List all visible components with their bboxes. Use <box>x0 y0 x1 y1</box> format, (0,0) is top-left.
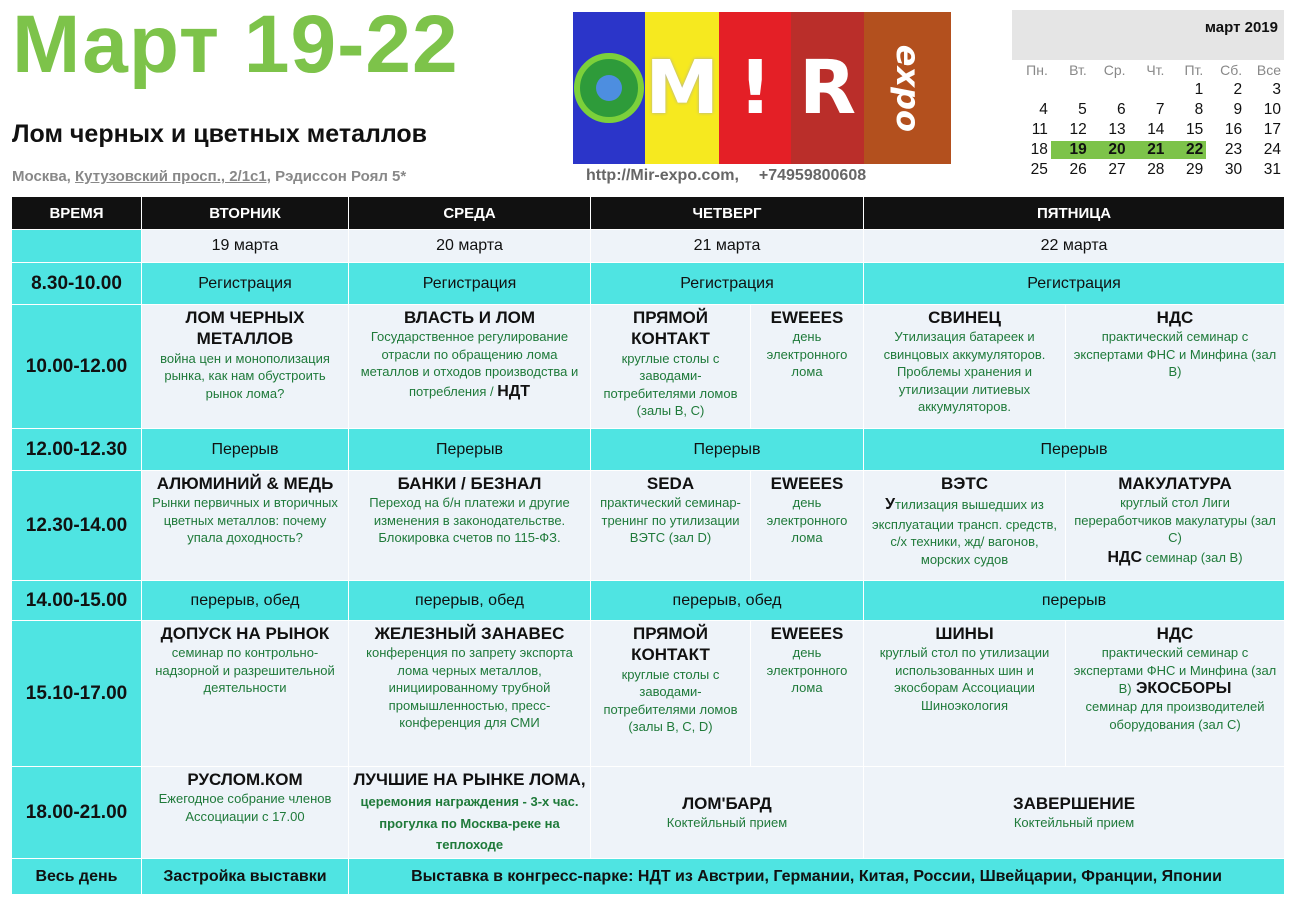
allday-row <box>12 859 1285 895</box>
session-title: ДОПУСК НА РЫНОК <box>160 624 330 643</box>
time-slot: 15.10-17.00 <box>12 621 142 767</box>
logo-expo-text: expo <box>888 44 927 132</box>
lunch-label: перерыв, обед <box>415 591 524 609</box>
session-desc: круглый стол Лиги переработчиков макулатуры (зал C) <box>1074 495 1276 546</box>
session-title: EWEEES <box>770 624 844 643</box>
calendar-title: март 2019 <box>1012 10 1284 60</box>
calendar-day: 11 <box>1031 121 1048 138</box>
time-slot: 12.00-12.30 <box>12 429 142 471</box>
session-desc: практический семинар с экспертами ФНС и Минфина (зал B) <box>1073 329 1277 380</box>
session-cell <box>142 305 349 429</box>
calendar-day: 2 <box>1233 81 1243 98</box>
calendar-day: 15 <box>1186 121 1204 138</box>
address-hotel: Рэдиссон Роял 5* <box>275 168 407 185</box>
date-thursday: 21 марта <box>591 230 864 263</box>
break-cell <box>591 429 864 471</box>
calendar-day: 18 <box>1030 141 1048 158</box>
registration-label: Регистрация <box>422 274 517 292</box>
session-cell <box>1066 471 1285 581</box>
calendar-week <box>1012 160 1284 180</box>
session-desc-text: семинар (зал B) <box>1145 549 1243 565</box>
allday-exhibition: Выставка в конгресс-парке: НДТ из Австрии, Германии, Китая, России, Швейцарии, Франции, Японии <box>349 859 1285 895</box>
session-highlight: У <box>885 496 896 514</box>
day-name: Чт. <box>1146 62 1165 78</box>
time-slot: 8.30-10.00 <box>12 263 142 305</box>
session-highlight: НДС <box>1107 548 1142 566</box>
lunch-cell <box>864 581 1285 621</box>
registration-label: Регистрация <box>1027 274 1121 292</box>
session-cell <box>142 471 349 581</box>
time-slot: 14.00-15.00 <box>12 581 142 621</box>
session-cell <box>864 471 1066 581</box>
col-header-friday: ПЯТНИЦА <box>864 197 1285 230</box>
calendar-day: 24 <box>1263 141 1282 158</box>
calendar-day: 14 <box>1147 121 1165 138</box>
session-title-text: ЛУЧШИЕ НА РЫНКЕ ЛОМА, <box>353 770 586 789</box>
registration-row <box>12 263 1285 305</box>
break-cell <box>864 429 1285 471</box>
session-cell <box>591 305 751 429</box>
calendar-day: 9 <box>1233 101 1243 118</box>
session-cell <box>142 767 349 859</box>
calendar-week <box>1012 140 1284 160</box>
session-title: НДС <box>1156 308 1194 327</box>
session-desc: Коктейльный прием <box>1013 815 1135 831</box>
header-row <box>12 197 1285 230</box>
time-slot: 10.00-12.00 <box>12 305 142 429</box>
break-label: Перерыв <box>435 440 504 458</box>
day-name: Ср. <box>1103 62 1126 78</box>
calendar-day: 28 <box>1147 161 1165 178</box>
session-desc: практический семинар с экспертами ФНС и Минфина (зал B) <box>1073 645 1277 697</box>
page-title: Март 19-22 <box>12 0 459 90</box>
session-title: EWEEES <box>770 474 844 493</box>
session-cell <box>1066 305 1285 429</box>
date-row <box>12 230 1285 263</box>
day-name: Пн. <box>1026 62 1048 78</box>
session-highlight: НДТ <box>497 382 530 400</box>
session-title: ЗАВЕРШЕНИЕ <box>1012 794 1136 814</box>
logo-expo-segment <box>864 12 951 164</box>
session-cell <box>349 471 591 581</box>
calendar-day: 7 <box>1155 101 1165 118</box>
session-title: СВИНЕЦ <box>928 308 1001 327</box>
calendar-day: 23 <box>1224 141 1243 158</box>
calendar-week <box>1012 80 1284 100</box>
calendar-day: 16 <box>1224 121 1243 138</box>
session-cell <box>751 621 864 767</box>
logo-recycle-segment <box>573 12 645 164</box>
calendar-day: 8 <box>1194 101 1204 118</box>
session-desc: конференция по запрету экспорта лома черных металлов, инициированному трубной промышленностью, пресс-конференция для СМИ <box>366 645 573 731</box>
col-header-tuesday: ВТОРНИК <box>142 197 349 230</box>
calendar-day: 1 <box>1194 81 1204 98</box>
date-friday: 22 марта <box>864 230 1285 263</box>
session-desc: Рынки первичных и вторичных цветных металлов: почему упала доходность? <box>152 495 338 546</box>
calendar-day: 31 <box>1263 161 1282 178</box>
address-city: Москва, <box>12 168 71 185</box>
session-cell <box>142 621 349 767</box>
session-desc: круглый стол по утилизации использованных шин и экосборам Ассоциации Шиноэкология <box>879 645 1050 713</box>
calendar-day-highlighted: 20 <box>1090 141 1129 159</box>
col-header-thursday: ЧЕТВЕРГ <box>591 197 864 230</box>
calendar-week <box>1012 100 1284 120</box>
session-title: ПРЯМОЙ КОНТАКТ <box>631 624 710 665</box>
month-calendar <box>1012 10 1284 180</box>
session-row <box>12 305 1285 429</box>
calendar-week <box>1012 120 1284 140</box>
registration-cell <box>864 263 1285 305</box>
session-title: РУСЛОМ.КОМ <box>187 770 303 789</box>
session-desc: Переход на б/н платежи и другие изменения в законодательстве. Блокировка счетов по 115-ФЗ. <box>369 495 570 546</box>
session-row <box>12 471 1285 581</box>
contact-line <box>586 167 886 185</box>
lunch-label: перерыв <box>1041 591 1107 609</box>
session-desc: круглые столы с заводами-потребителями ломов (залы B, C, D) <box>603 666 738 735</box>
break-label: Перерыв <box>693 440 761 458</box>
calendar-day: 13 <box>1108 121 1126 138</box>
calendar-day: 29 <box>1186 161 1204 178</box>
allday-tuesday: Застройка выставки <box>142 859 349 895</box>
session-title: ПРЯМОЙ КОНТАКТ <box>631 308 710 349</box>
day-name: Все <box>1256 62 1282 78</box>
session-title: МАКУЛАТУРА <box>1118 474 1232 493</box>
website-link[interactable]: http://Mir-expo.com, <box>586 167 739 184</box>
session-title: ВЛАСТЬ И ЛОМ <box>403 308 536 327</box>
session-title: НДС <box>1156 624 1194 643</box>
session-title: ЛОМ'БАРД <box>682 794 772 814</box>
break-cell <box>349 429 591 471</box>
calendar-day: 26 <box>1069 161 1087 178</box>
session-cell <box>1066 621 1285 767</box>
lunch-cell <box>349 581 591 621</box>
calendar-day: 4 <box>1039 101 1048 118</box>
session-row <box>12 621 1285 767</box>
session-title: SEDA <box>646 474 695 493</box>
session-cell <box>349 621 591 767</box>
lunch-label: перерыв, обед <box>190 591 300 609</box>
lunch-cell <box>591 581 864 621</box>
session-desc <box>868 494 1061 568</box>
session-desc: церемония награждения - 3-х час. прогулка по Москва-реке на теплоходе <box>360 794 579 852</box>
session-title: БАНКИ / БЕЗНАЛ <box>397 474 542 493</box>
registration-label: Регистрация <box>198 274 292 292</box>
session-desc <box>353 328 586 402</box>
calendar-day: 3 <box>1272 81 1282 98</box>
time-slot: 12.30-14.00 <box>12 471 142 581</box>
calendar-day: 12 <box>1069 121 1087 138</box>
calendar-day: 10 <box>1263 101 1282 118</box>
logo-letter-exclaim: ! <box>719 12 791 164</box>
session-title <box>353 769 586 854</box>
session-desc: война цен и монополизация рынка, как нам обустроить рынок лома? <box>160 350 330 401</box>
session-title: ШИНЫ <box>935 624 994 643</box>
event-subtitle: Лом черных и цветных металлов <box>12 120 428 148</box>
col-header-time: ВРЕМЯ <box>12 197 142 230</box>
calendar-day: 25 <box>1030 161 1048 178</box>
date-row-blank <box>12 230 142 263</box>
session-title: ЖЕЛЕЗНЫЙ ЗАНАВЕС <box>374 624 565 643</box>
time-slot: Весь день <box>12 859 142 895</box>
session-desc: день электронного лома <box>766 329 848 380</box>
session-desc-extra: семинар для производителей оборудования (зал C) <box>1085 699 1265 732</box>
session-desc: день электронного лома <box>766 495 848 546</box>
registration-cell <box>142 263 349 305</box>
calendar-day: 6 <box>1116 101 1126 118</box>
session-cell <box>751 471 864 581</box>
calendar-day-highlighted: 21 <box>1129 141 1168 159</box>
session-cell <box>864 305 1066 429</box>
session-title: ЛОМ ЧЕРНЫХ МЕТАЛЛОВ <box>185 308 305 349</box>
calendar-day: 17 <box>1263 121 1282 138</box>
phone-number: +74959800608 <box>758 167 867 184</box>
col-header-wednesday: СРЕДА <box>349 197 591 230</box>
session-desc: круглые столы с заводами-потребителями ломов (залы B, C) <box>603 350 738 419</box>
schedule-table <box>11 196 1285 895</box>
session-desc-extra <box>1070 547 1280 569</box>
break-label: Перерыв <box>211 440 279 458</box>
calendar-day: 5 <box>1078 101 1087 118</box>
calendar-day: 30 <box>1224 161 1243 178</box>
session-desc: Утилизация батареек и свинцовых аккумуляторов. Проблемы хранения и утилизации литиевых аккумуляторов. <box>883 329 1046 415</box>
mir-expo-logo <box>573 12 951 164</box>
session-desc: день электронного лома <box>766 645 848 696</box>
date-tuesday: 19 марта <box>142 230 349 263</box>
session-desc: Коктейльный прием <box>666 815 788 831</box>
calendar-day-highlighted: 19 <box>1051 141 1090 159</box>
registration-cell <box>591 263 864 305</box>
registration-cell <box>349 263 591 305</box>
session-desc-text: тилизация вышедших из эксплуатации трансп. средств, с/х техники, жд/ вагонов, морских судов <box>871 497 1058 567</box>
session-cell <box>864 767 1285 859</box>
logo-letter-m: M <box>645 12 719 164</box>
day-name: Пт. <box>1184 62 1204 78</box>
session-cell <box>349 305 591 429</box>
logo-letter-r: R <box>791 12 863 164</box>
calendar-day: 27 <box>1108 161 1126 178</box>
calendar-day-highlighted: 22 <box>1167 141 1206 159</box>
session-title: EWEEES <box>770 308 844 327</box>
evening-row <box>12 767 1285 859</box>
session-cell <box>591 471 751 581</box>
date-wednesday: 20 марта <box>349 230 591 263</box>
address-street-link[interactable]: Кутузовский просп., 2/1с1, <box>75 168 271 185</box>
lunch-label: перерыв, обед <box>672 591 782 609</box>
session-title: АЛЮМИНИЙ & МЕДЬ <box>156 474 334 493</box>
session-cell <box>864 621 1066 767</box>
time-slot: 18.00-21.00 <box>12 767 142 859</box>
session-desc: практический семинар-тренинг по утилизации ВЭТС (зал D) <box>600 495 741 546</box>
calendar-day-names <box>1012 60 1284 80</box>
session-title: ВЭТС <box>940 474 989 493</box>
session-cell <box>349 767 591 859</box>
recycle-globe-icon <box>574 53 644 123</box>
break-row <box>12 429 1285 471</box>
session-desc: Ежегодное собрание членов Ассоциации с 17.00 <box>158 791 332 824</box>
lunch-row <box>12 581 1285 621</box>
venue-address <box>12 168 406 185</box>
registration-label: Регистрация <box>680 274 774 292</box>
session-cell <box>591 767 864 859</box>
break-label: Перерыв <box>1040 440 1108 458</box>
session-desc: семинар по контрольно-надзорной и разрешительной деятельности <box>155 645 335 696</box>
session-cell <box>751 305 864 429</box>
session-cell <box>591 621 751 767</box>
session-desc-text: Государственное регулирование отрасли по обращению лома металлов и отходов производства и потребления / <box>360 329 579 399</box>
day-name: Сб. <box>1220 62 1243 78</box>
break-cell <box>142 429 349 471</box>
session-highlight: ЭКОСБОРЫ <box>1136 680 1232 698</box>
day-name: Вт. <box>1069 62 1087 78</box>
lunch-cell <box>142 581 349 621</box>
